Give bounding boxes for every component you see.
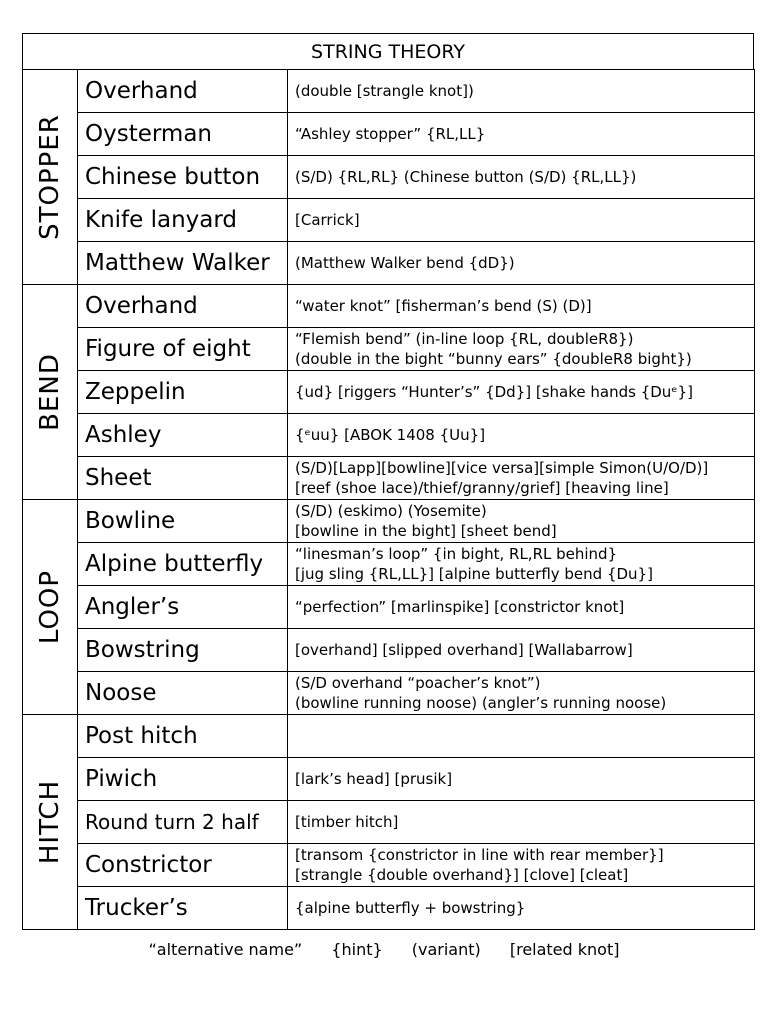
knot-row [23,199,755,242]
group-label: LOOP [35,569,65,645]
knot-row [23,586,755,629]
chart-title: STRING THEORY [22,33,754,69]
description-line: (S/D) (eskimo) (Yosemite) [295,502,487,520]
knot-description [288,844,755,887]
knot-description [288,414,755,457]
knot-row [23,414,755,457]
knot-description [288,156,755,199]
description-line: (S/D) {RL,RL} (Chinese button (S/D) {RL,LL}) [295,168,637,186]
knot-description [288,543,755,586]
description-line: [bowline in the bight] [sheet bend] [295,522,557,540]
knot-chart [22,33,754,930]
knot-row [23,457,755,500]
knot-row [23,242,755,285]
knot-name: Zeppelin [78,371,288,414]
description-line: [timber hitch] [295,813,399,831]
knot-name: Noose [78,672,288,715]
description-line: (Matthew Walker bend {dD}) [295,254,515,272]
description-line: “linesman’s loop” {in bight, RL,RL behind} [295,545,618,563]
knot-row [23,500,755,543]
description-line: [jug sling {RL,LL}] [alpine butterfly bend {Du}] [295,565,653,583]
description-line: “Flemish bend” (in-line loop {RL, doubleR8}) [295,330,634,348]
description-line: {ud} [riggers “Hunter’s” {Dd}] [shake hands {Duᵉ}] [295,383,693,401]
group-cell-bend [23,285,78,500]
knot-name: Ashley [78,414,288,457]
knot-name: Chinese button [78,156,288,199]
legend-variant: (variant) [411,940,481,959]
knot-row [23,758,755,801]
knot-row [23,113,755,156]
knot-description [288,758,755,801]
knot-description [288,199,755,242]
knot-description [288,371,755,414]
knot-description [288,629,755,672]
description-line: (S/D)[Lapp][bowline][vice versa][simple Simon(U/O/D)] [295,459,709,477]
knot-name: Bowstring [78,629,288,672]
knot-table [22,69,755,930]
group-cell-stopper [23,70,78,285]
description-line: “perfection” [marlinspike] [constrictor knot] [295,598,625,616]
knot-description [288,672,755,715]
knot-description [288,113,755,156]
knot-description [288,285,755,328]
knot-name: Alpine butterfly [78,543,288,586]
knot-row [23,844,755,887]
knot-row [23,70,755,113]
knot-name: Figure of eight [78,328,288,371]
knot-row [23,887,755,930]
group-cell-hitch [23,715,78,930]
description-line: (bowline running noose) (angler’s running noose) [295,694,667,712]
description-line: “Ashley stopper” {RL,LL} [295,125,486,143]
knot-description [288,457,755,500]
knot-row [23,285,755,328]
group-label: BEND [35,353,65,431]
description-line: [strangle {double overhand}] [clove] [cleat] [295,866,629,884]
knot-row [23,715,755,758]
knot-description [288,715,755,758]
knot-name: Overhand [78,285,288,328]
legend-alternative-name: “alternative name” [148,940,303,959]
legend-hint: {hint} [331,940,383,959]
knot-description [288,801,755,844]
knot-row [23,629,755,672]
legend-related-knot: [related knot] [509,940,620,959]
description-line: (double in the bight “bunny ears” {doubleR8 bight}) [295,350,692,368]
knot-row [23,328,755,371]
knot-name: Overhand [78,70,288,113]
knot-name: Round turn 2 half [78,801,288,844]
knot-name: Knife lanyard [78,199,288,242]
knot-description [288,328,755,371]
legend [0,940,768,959]
description-line: [transom {constrictor in line with rear member}] [295,846,664,864]
knot-description [288,242,755,285]
knot-row [23,543,755,586]
group-label: STOPPER [35,114,65,240]
knot-name: Post hitch [78,715,288,758]
group-cell-loop [23,500,78,715]
group-label: HITCH [35,779,65,865]
knot-row [23,672,755,715]
knot-name: Sheet [78,457,288,500]
description-line: (double [strangle knot]) [295,82,474,100]
knot-name: Matthew Walker [78,242,288,285]
description-line: {ᵉuu} [ABOK 1408 {Uu}] [295,426,486,444]
description-line: “water knot” [fisherman’s bend (S) (D)] [295,297,592,315]
knot-row [23,371,755,414]
description-line: [Carrick] [295,211,360,229]
knot-name: Piwich [78,758,288,801]
description-line: (S/D overhand “poacher’s knot”) [295,674,541,692]
description-line: [reef (shoe lace)/thief/granny/grief] [heaving line] [295,479,669,497]
knot-row [23,801,755,844]
knot-description [288,586,755,629]
knot-description [288,887,755,930]
description-line: [overhand] [slipped overhand] [Wallabarrow] [295,641,633,659]
knot-description [288,500,755,543]
knot-name: Trucker’s [78,887,288,930]
knot-name: Angler’s [78,586,288,629]
description-line: [lark’s head] [prusik] [295,770,453,788]
knot-row [23,156,755,199]
description-line: {alpine butterfly + bowstring} [295,899,526,917]
knot-description [288,70,755,113]
knot-name: Bowline [78,500,288,543]
knot-name: Constrictor [78,844,288,887]
knot-name: Oysterman [78,113,288,156]
